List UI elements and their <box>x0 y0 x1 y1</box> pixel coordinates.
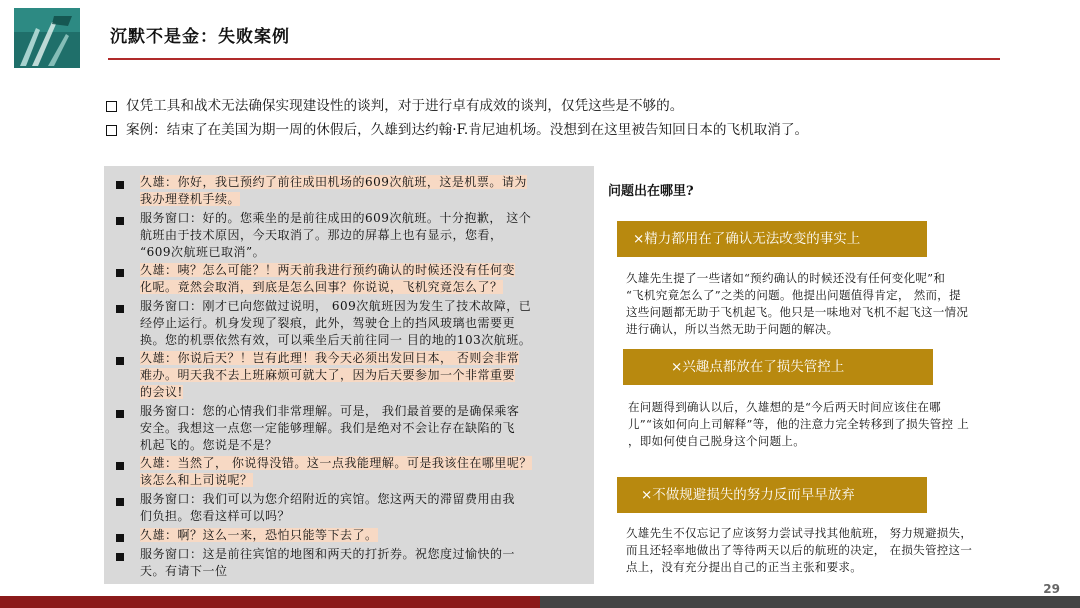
intro-bullet-text: 仅凭工具和战术无法确保实现建设性的谈判，对于进行卓有成效的谈判，仅凭这些是不够的。 <box>126 98 684 114</box>
dialogue-line: 服务窗口：您的心情我们非常理解。可是， 我们最首要的是确保乘客 <box>140 404 520 418</box>
dialogue-text <box>140 403 519 454</box>
dialogue-line: 安全。我想这一点您一定能够理解。我们是绝对不会让存在缺陷的飞 <box>140 421 516 435</box>
analysis-question: 问题出在哪里? <box>608 184 694 199</box>
square-bullet-icon <box>116 181 124 189</box>
dialogue-line: 经停止运行。机身发现了裂痕，此外，驾驶仓上的挡风玻璃也需要更 <box>140 316 516 330</box>
point-banner: ×精力都用在了确认无法改变的事实上 <box>617 221 927 257</box>
dialogue-text <box>140 298 531 349</box>
intro-bullet-text: 案例：结束了在美国为期一周的休假后，久雄到达约翰·F.肯尼迪机场。没想到在这里被告知回日本的飞机取消了。 <box>126 122 809 138</box>
paragraph-line: ，即如何使自己脱身这个问题上。 <box>628 434 805 448</box>
dialogue-line: 的会议! <box>140 385 183 399</box>
title-divider <box>108 58 1000 60</box>
dialogue-text <box>140 210 531 261</box>
point-paragraph <box>626 270 968 338</box>
dialogue-line: 天。有请下一位 <box>140 564 228 578</box>
paragraph-line: 久雄先生不仅忘记了应该努力尝试寻找其他航班， 努力规避损失， <box>626 526 973 540</box>
paragraph-line: 儿”“该如何向上司解释”等，他的注意力完全转移到了损失管控 上 <box>628 417 970 431</box>
paragraph-line: 进行确认，所以当然无助于问题的解决。 <box>626 322 839 336</box>
square-bullet-icon <box>116 553 124 561</box>
point-paragraph <box>628 399 969 450</box>
dialogue-line: 服务窗口：刚才已向您做过说明， 609次航班因为发生了技术故障，已 <box>140 299 532 313</box>
dialogue-line: 久雄：你好，我已预约了前往成田机场的609次航班，这是机票。请为 <box>140 175 527 189</box>
paragraph-line: 这些问题都无助于飞机起飞。他只是一味地对飞机不起飞这一情况 <box>626 305 969 319</box>
dialogue-text <box>140 546 515 580</box>
dialogue-line: 航班由于技术原因，今天取消了。那边的屏幕上也有显示，您看， <box>140 228 503 242</box>
point-banner: ×不做规避损失的努力反而早早放弃 <box>617 477 927 513</box>
dialogue-panel <box>104 166 594 584</box>
intro-bullet <box>106 118 1026 142</box>
dialogue-line: 机起飞的。您说是不是？ <box>140 438 278 452</box>
checkbox-icon <box>106 101 117 112</box>
footer-bar-right <box>540 596 1080 608</box>
dialogue-text <box>140 350 519 401</box>
dialogue-line: 换。您的机票依然有效，可以乘坐后天前往同一 目的地的103次航班。 <box>140 333 532 347</box>
dialogue-line: 久雄：咦？怎么可能？！两天前我进行预约确认的时候还没有任何变 <box>140 263 516 277</box>
paragraph-line: “飞机究竟怎么了”之类的问题。他提出问题值得肯定， 然而，提 <box>626 288 961 302</box>
square-bullet-icon <box>116 498 124 506</box>
square-bullet-icon <box>116 462 124 470</box>
dialogue-line: 久雄：当然了， 你说得没错。这一点我能理解。可是我该住在哪里呢？ <box>140 456 532 470</box>
paragraph-line: 久雄先生提了一些诸如“预约确认的时候还没有任何变化呢”和 <box>626 271 946 285</box>
intro-bullets <box>106 94 1026 142</box>
paragraph-line: 在问题得到确认以后，久雄想的是“今后两天时间应该住在哪 <box>628 400 941 414</box>
logo-graphic <box>14 8 80 68</box>
checkbox-icon <box>106 125 117 136</box>
dialogue-text <box>140 262 515 296</box>
dialogue-line: 化呢。竟然会取消，到底是怎么回事？你说说，飞机究竟怎么了？ <box>140 280 503 294</box>
dialogue-text <box>140 491 515 525</box>
dialogue-line: 久雄：你说后天？！岂有此理！我今天必须出发回日本， 否则会非常 <box>140 351 520 365</box>
point-paragraph <box>626 525 972 576</box>
paragraph-line: 而且还轻率地做出了等待两天以后的航班的决定， 在损失管控这一 <box>626 543 973 557</box>
square-bullet-icon <box>116 269 124 277</box>
dialogue-line: 难办。明天我不去上班麻烦可就大了，因为后天要参加一个非常重要 <box>140 368 516 382</box>
square-bullet-icon <box>116 534 124 542</box>
logo-image <box>14 8 80 68</box>
square-bullet-icon <box>116 357 124 365</box>
point-banner: ×兴趣点都放在了损失管控上 <box>623 349 933 385</box>
dialogue-line: 我办理登机手续。 <box>140 192 241 206</box>
page-title: 沉默不是金：失败案例 <box>110 27 290 47</box>
intro-bullet <box>106 94 1026 118</box>
dialogue-line: 们负担。您看这样可以吗？ <box>140 509 291 523</box>
square-bullet-icon <box>116 305 124 313</box>
dialogue-line: 服务窗口：好的。您乘坐的是前往成田的609次航班。十分抱歉， 这个 <box>140 211 532 225</box>
dialogue-line: 久雄：啊？这么一来，恐怕只能等下去了。 <box>140 528 378 542</box>
dialogue-line: 服务窗口：这是前往宾馆的地图和两天的打折券。祝您度过愉快的一 <box>140 547 516 561</box>
square-bullet-icon <box>116 410 124 418</box>
dialogue-text <box>140 174 527 208</box>
page-number: 29 <box>1043 582 1060 596</box>
dialogue-text <box>140 455 532 489</box>
paragraph-line: 点上，没有充分提出自己的正当主张和要求。 <box>626 560 862 574</box>
footer-bar-left <box>0 596 540 608</box>
square-bullet-icon <box>116 217 124 225</box>
dialogue-text <box>140 527 378 544</box>
dialogue-line: “609次航班已取消”。 <box>140 245 266 259</box>
dialogue-line: 该怎么和上司说呢？ <box>140 473 253 487</box>
dialogue-line: 服务窗口：我们可以为您介绍附近的宾馆。您这两天的滞留费用由我 <box>140 492 516 506</box>
